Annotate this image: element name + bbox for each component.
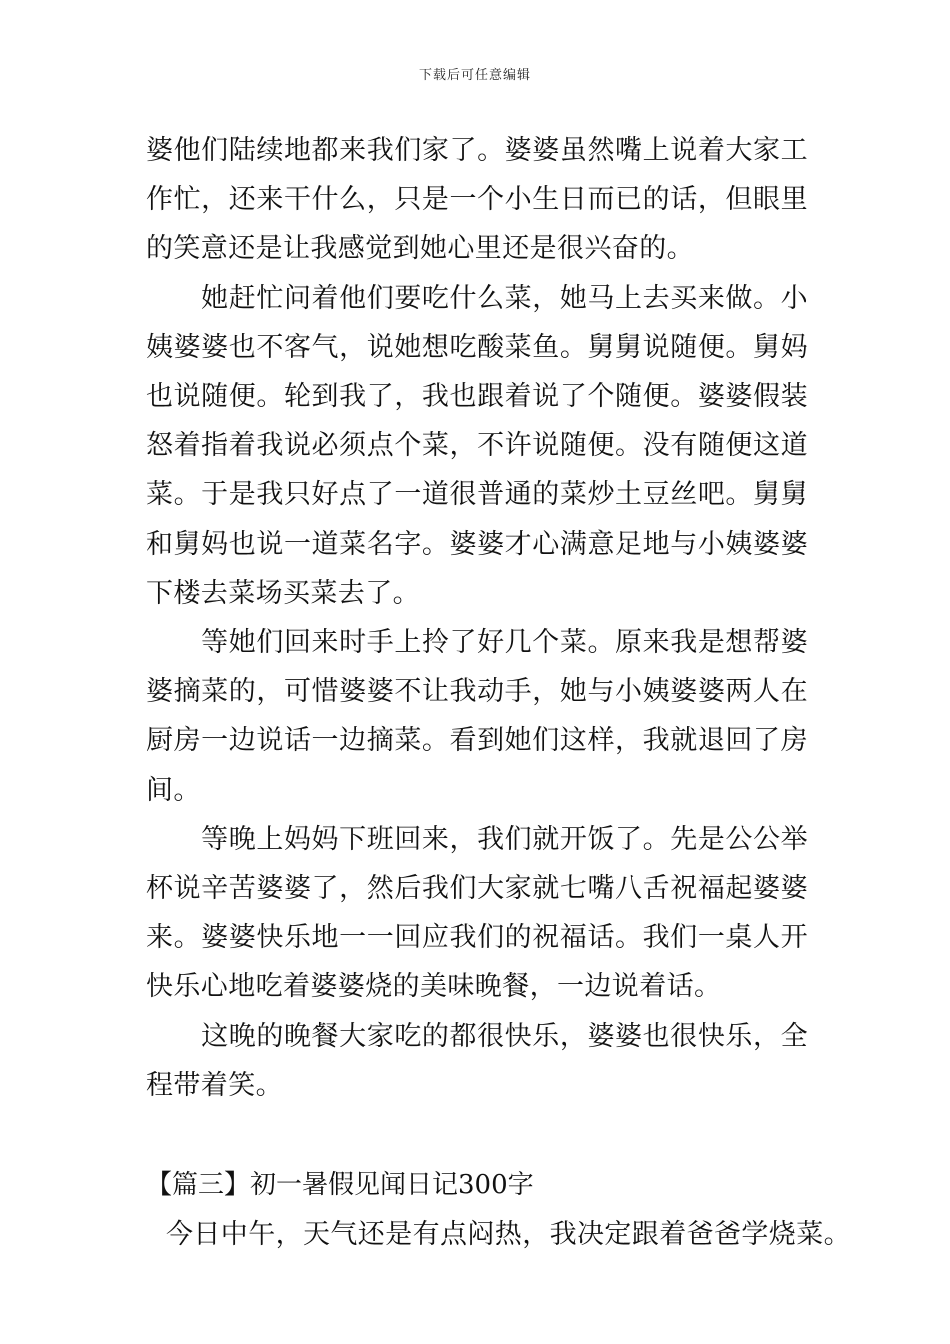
paragraph-5: 这晚的晚餐大家吃的都很快乐，婆婆也很快乐，全程带着笑。	[146, 1020, 808, 1101]
paragraph-4: 等晚上妈妈下班回来，我们就开饭了。先是公公举杯说辛苦婆婆了，然后我们大家就七嘴八舌祝福起婆婆来。婆婆快乐地一一回应我们的祝福话。我们一桌人开快乐心地吃着婆婆烧的美味晚餐，一边说着话。	[146, 823, 808, 1003]
paragraph-3: 等她们回来时手上拎了好几个菜。原来我是想帮婆婆摘菜的，可惜婆婆不让我动手，她与小姨婆婆两人在厨房一边说话一边摘菜。看到她们这样，我就退回了房间。	[146, 627, 808, 806]
section-spacer	[146, 1110, 808, 1161]
page-header-note: 下载后可任意编辑	[418, 68, 531, 83]
section-heading: 【篇三】初一暑假见闻日记300字	[146, 1170, 534, 1201]
paragraph-2: 她赶忙问着他们要吃什么菜，她马上去买来做。小姨婆婆也不客气，说她想吃酸菜鱼。舅舅说随便。舅妈也说随便。轮到我了，我也跟着说了个随便。婆婆假装怒着指着我说必须点个菜，不许说随便。没有随便这道菜。于是我只好点了一道很普通的菜炒土豆丝吧。舅舅和舅妈也说一道菜名字。婆婆才心满意足地与小姨婆婆下楼去菜场买菜去了。	[146, 282, 808, 609]
document-body	[146, 126, 851, 1259]
section-intro-paragraph: 今日中午，天气还是有点闷热，我决定跟着爸爸学烧菜。	[166, 1219, 851, 1251]
paragraph-1: 婆他们陆续地都来我们家了。婆婆虽然嘴上说着大家工作忙，还来干什么，只是一个小生日而已的话，但眼里的笑意还是让我感觉到她心里还是很兴奋的。	[146, 135, 808, 265]
